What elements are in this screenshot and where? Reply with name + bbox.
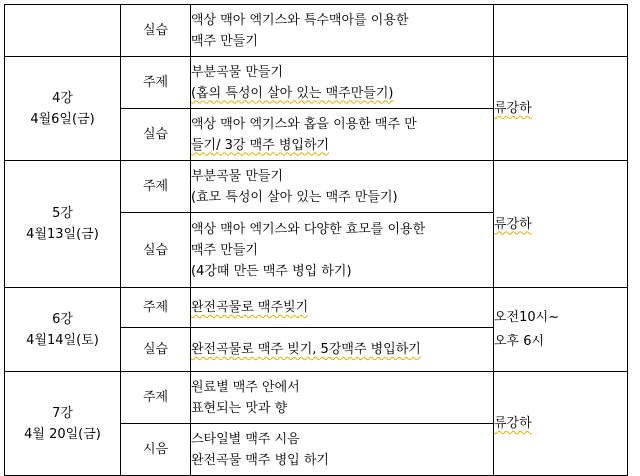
- session-cell: [5, 161, 121, 288]
- content-line: 부분곡물 만들기: [191, 64, 284, 80]
- content-cell: [191, 5, 494, 57]
- content-cell: [191, 57, 494, 109]
- table-row: [5, 372, 628, 424]
- table-row: [5, 57, 628, 109]
- content-cell: [191, 424, 494, 476]
- session-number: 6강: [52, 311, 73, 327]
- content-line: (효모 특성이 살아 있는 맥주 만들기): [191, 189, 398, 205]
- instructor-cell: [494, 288, 628, 372]
- content-cell: [191, 288, 494, 328]
- content-cell: [191, 213, 494, 288]
- class-time-end: 오후 6시: [494, 333, 545, 349]
- session-number: 4강: [52, 90, 73, 106]
- type-cell: 시음: [121, 424, 191, 476]
- instructor-name: 류강하: [494, 216, 532, 232]
- session-cell: [5, 372, 121, 476]
- type-cell: 주제: [121, 161, 191, 213]
- content-line: 완전곡물 맥주 병입 하기: [191, 452, 329, 468]
- class-time-start: 오전10시~: [494, 309, 560, 325]
- instructor-cell-empty: [494, 5, 628, 57]
- content-line: 맥주 만들기: [191, 33, 258, 49]
- instructor-name: 류강하: [494, 101, 532, 116]
- content-line: 원료별 맥주 안에서: [191, 379, 300, 395]
- session-cell: [5, 288, 121, 372]
- content-line: 스타일별 맥주 시음: [191, 431, 300, 447]
- instructor-name: 류강하: [494, 416, 532, 431]
- content-cell: [191, 372, 494, 424]
- instructor-cell: [494, 57, 628, 161]
- type-cell: 실습: [121, 328, 191, 372]
- table-row: [5, 288, 628, 328]
- session-date: 4월13일(금): [26, 227, 99, 242]
- content-line: 완전곡물로 맥주 빚기, 5강맥주 병입하기: [191, 342, 421, 357]
- session-cell-empty: [5, 5, 121, 57]
- type-cell: 주제: [121, 288, 191, 328]
- type-cell: 실습: [121, 5, 191, 57]
- table-row: [5, 161, 628, 213]
- content-line: 액상 맥아 엑기스와 홉을 이용한 맥주 만: [191, 116, 417, 132]
- content-line: (홉의 특성이 살아 있는 맥주만들기): [191, 85, 394, 101]
- content-line: 들기/ 3강 맥주 병입하기: [191, 137, 330, 153]
- content-line: 부분곡물 만들기: [191, 168, 284, 184]
- type-cell: 주제: [121, 57, 191, 109]
- session-cell: [5, 57, 121, 161]
- session-number: 7강: [52, 405, 73, 421]
- content-line: 액상 맥아 엑기스와 특수맥아를 이용한: [191, 12, 409, 28]
- content-line: 액상 맥아 엑기스와 다양한 효모를 이용한: [191, 221, 426, 237]
- course-schedule-table: [4, 4, 628, 476]
- type-cell: 실습: [121, 109, 191, 161]
- instructor-cell: [494, 372, 628, 476]
- content-cell: [191, 109, 494, 161]
- table-row: [5, 5, 628, 57]
- content-line: 완전곡물로 맥주빚기: [191, 300, 309, 315]
- content-cell: [191, 161, 494, 213]
- content-cell: [191, 328, 494, 372]
- type-cell: 실습: [121, 213, 191, 288]
- session-date: 4월 20일(금): [24, 426, 101, 442]
- instructor-cell: [494, 161, 628, 288]
- type-cell: 주제: [121, 372, 191, 424]
- session-number: 5강: [52, 206, 73, 221]
- content-line: 표현되는 맛과 향: [191, 400, 288, 416]
- content-line: (4강때 만든 맥주 병입 하기): [191, 263, 352, 279]
- session-date: 4월6일(금): [30, 111, 95, 127]
- content-line: 맥주 만들기: [191, 242, 258, 258]
- session-date: 4월14일(토): [26, 332, 99, 348]
